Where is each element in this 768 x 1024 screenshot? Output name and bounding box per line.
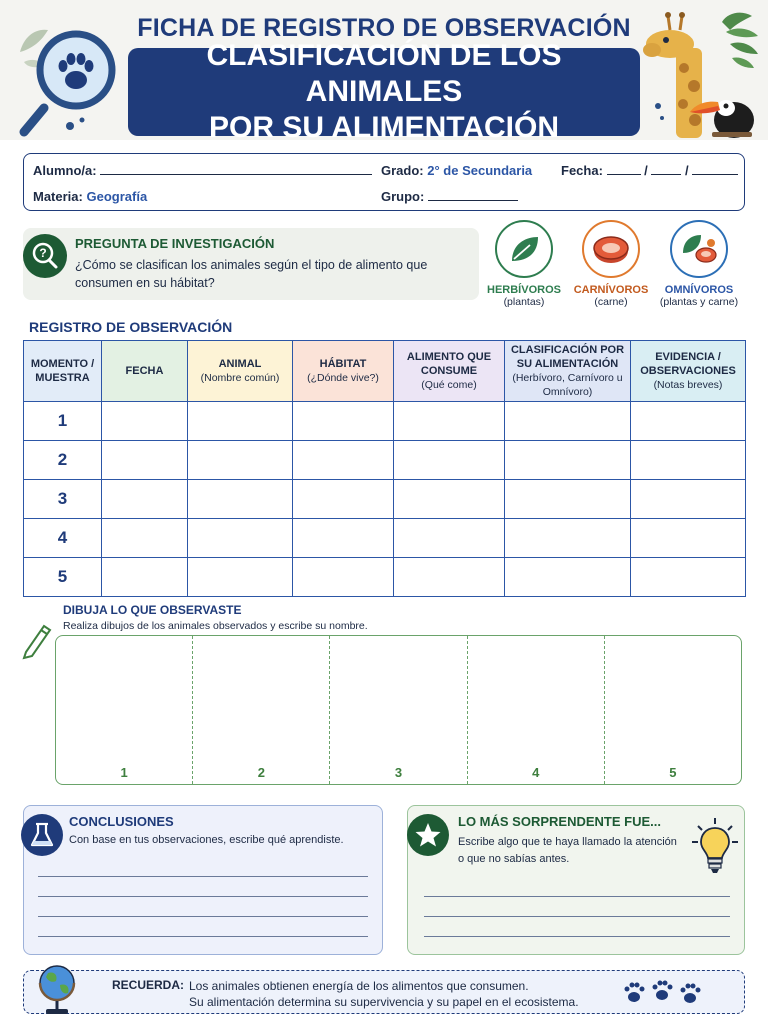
column-header-label: CLASIFICACIÓN POR SU ALIMENTACIÓN — [510, 344, 625, 370]
table-cell[interactable] — [394, 402, 505, 441]
column-header — [394, 341, 505, 402]
student-info-box — [23, 153, 745, 211]
registro-title: REGISTRO DE OBSERVACIÓN — [29, 319, 233, 335]
table-cell[interactable] — [394, 441, 505, 480]
drawing-cell-number: 2 — [257, 765, 265, 780]
column-header-label: MOMENTO / MUESTRA — [30, 358, 95, 384]
sorprendente-title: LO MÁS SORPRENDENTE FUE... — [458, 814, 661, 829]
column-header — [293, 341, 394, 402]
column-header-hint: (Nombre común) — [200, 372, 280, 384]
recuerda-label: RECUERDA: — [112, 978, 184, 992]
svg-text:?: ? — [39, 246, 47, 260]
writing-line[interactable] — [38, 916, 368, 917]
row-number: 4 — [24, 519, 102, 558]
column-header-hint: (Notas breves) — [653, 379, 723, 391]
table-row — [24, 402, 746, 441]
table-cell[interactable] — [188, 441, 293, 480]
materia-field: Materia: Geografía — [33, 189, 148, 204]
writing-line[interactable] — [38, 876, 368, 877]
table-row — [24, 519, 746, 558]
sorprendente-text: Escribe algo que te haya llamado la atención o que no sabías antes. — [458, 836, 677, 865]
conclusiones-box — [23, 805, 383, 955]
meat-icon — [582, 220, 640, 278]
row-number: 2 — [24, 441, 102, 480]
writing-line[interactable] — [38, 936, 368, 937]
pencil-icon — [20, 620, 54, 660]
question-text: ¿Cómo se clasifican los animales según el tipo de alimento que consumen en su hábitat? — [75, 258, 428, 290]
globe-icon — [34, 961, 80, 1019]
table-cell[interactable] — [293, 480, 394, 519]
column-header — [24, 341, 102, 402]
table-cell[interactable] — [188, 480, 293, 519]
title-line-2: POR SU ALIMENTACIÓN — [209, 111, 559, 144]
recuerda-box — [23, 970, 745, 1014]
registro-table — [23, 340, 746, 597]
table-cell[interactable] — [631, 480, 746, 519]
diet-name: HERBÍVOROS — [487, 284, 561, 296]
column-header-hint: (Qué come) — [421, 379, 477, 391]
sorprendente-box — [407, 805, 745, 955]
drawing-area[interactable] — [55, 635, 742, 785]
writing-line[interactable] — [424, 916, 730, 917]
drawing-cell[interactable] — [193, 636, 330, 784]
column-header-hint: (Herbívoro, Carnívoro u Omnívoro) — [512, 372, 623, 398]
drawing-cell-number: 1 — [120, 765, 128, 780]
column-header — [188, 341, 293, 402]
table-cell[interactable] — [394, 480, 505, 519]
fecha-field[interactable]: Fecha: / / — [561, 163, 738, 178]
table-cell[interactable] — [102, 480, 188, 519]
column-header — [505, 341, 631, 402]
diet-desc: (plantas) — [503, 296, 545, 308]
grado-value: 2° de Secundaria — [427, 163, 533, 178]
column-header-label: ALIMENTO QUE CONSUME — [406, 351, 492, 377]
recuerda-line-1: Los animales obtienen energía de los alimentos que consumen. — [189, 979, 529, 993]
research-question-box — [23, 228, 479, 300]
header — [0, 0, 768, 144]
materia-value: Geografía — [86, 189, 148, 204]
alumno-field[interactable]: Alumno/a: — [33, 163, 372, 178]
diet-name: CARNÍVOROS — [573, 284, 649, 296]
title-banner — [128, 39, 640, 144]
diet-name: OMNÍVOROS — [664, 284, 734, 296]
drawing-cell[interactable] — [605, 636, 741, 784]
column-header — [631, 341, 746, 402]
table-header-row — [24, 341, 746, 402]
table-cell[interactable] — [631, 402, 746, 441]
diet-omnivoros — [654, 220, 744, 308]
table-cell[interactable] — [293, 402, 394, 441]
drawing-cell[interactable] — [56, 636, 193, 784]
recuerda-text — [189, 978, 579, 1010]
diet-carnivoros — [566, 220, 656, 308]
column-header-label: HÁBITAT — [319, 358, 367, 370]
star-icon — [407, 814, 449, 856]
table-cell[interactable] — [631, 441, 746, 480]
drawing-cell[interactable] — [330, 636, 467, 784]
table-cell[interactable] — [293, 519, 394, 558]
column-header-hint: (¿Dónde vive?) — [307, 372, 379, 384]
table-cell[interactable] — [188, 558, 293, 597]
flask-icon — [21, 814, 63, 856]
table-cell[interactable] — [394, 519, 505, 558]
dibuja-instruction: Realiza dibujos de los animales observados y escribe su nombre. — [63, 620, 368, 632]
diet-desc: (carne) — [594, 296, 628, 308]
writing-line[interactable] — [424, 896, 730, 897]
row-number: 5 — [24, 558, 102, 597]
table-cell[interactable] — [102, 558, 188, 597]
drawing-cell-number: 4 — [532, 765, 540, 780]
table-cell[interactable] — [631, 558, 746, 597]
leaf-meat-icon — [670, 220, 728, 278]
drawing-cell-number: 3 — [394, 765, 403, 780]
table-row — [24, 480, 746, 519]
conclusiones-text: Con base en tus observaciones, escribe qué aprendiste. — [69, 834, 344, 846]
grupo-field[interactable]: Grupo: — [381, 189, 518, 204]
row-number: 3 — [24, 480, 102, 519]
table-cell[interactable] — [631, 519, 746, 558]
writing-line[interactable] — [424, 936, 730, 937]
table-cell[interactable] — [188, 519, 293, 558]
paw-prints-icon — [622, 979, 706, 1007]
conclusiones-title: CONCLUSIONES — [69, 814, 174, 829]
drawing-cell[interactable] — [468, 636, 605, 784]
column-header-label: ANIMAL — [218, 358, 262, 370]
table-cell[interactable] — [505, 402, 631, 441]
diet-desc: (plantas y carne) — [659, 296, 739, 308]
table-cell[interactable] — [505, 558, 631, 597]
table-cell[interactable] — [293, 441, 394, 480]
table-cell[interactable] — [102, 519, 188, 558]
table-cell[interactable] — [394, 558, 505, 597]
grado-field: Grado: 2° de Secundaria — [381, 163, 533, 178]
table-cell[interactable] — [293, 558, 394, 597]
question-magnifier-icon — [23, 234, 67, 278]
writing-line[interactable] — [38, 896, 368, 897]
document-subtitle: FICHA DE REGISTRO DE OBSERVACIÓN — [137, 14, 631, 42]
drawing-cell-number: 5 — [669, 765, 677, 780]
table-cell[interactable] — [102, 441, 188, 480]
table-row — [24, 558, 746, 597]
table-cell[interactable] — [505, 480, 631, 519]
table-cell[interactable] — [505, 441, 631, 480]
column-header — [102, 341, 188, 402]
question-title: PREGUNTA DE INVESTIGACIÓN — [75, 236, 275, 251]
giraffe-toucan-illustration — [640, 8, 764, 138]
lightbulb-icon — [690, 816, 740, 878]
row-number: 1 — [24, 402, 102, 441]
table-cell[interactable] — [505, 519, 631, 558]
recuerda-line-2: Su alimentación determina su supervivencia y su papel en el ecosistema. — [189, 995, 579, 1009]
column-header-label: EVIDENCIA / OBSERVACIONES — [640, 351, 736, 377]
table-row — [24, 441, 746, 480]
table-cell[interactable] — [102, 402, 188, 441]
diet-herbivoros — [479, 220, 569, 308]
column-header-label: FECHA — [125, 365, 164, 377]
table-cell[interactable] — [188, 402, 293, 441]
dibuja-title: DIBUJA LO QUE OBSERVASTE — [63, 603, 242, 617]
title-line-1: CLASIFICACIÓN DE LOS ANIMALES — [206, 39, 562, 108]
leaf-icon — [495, 220, 553, 278]
